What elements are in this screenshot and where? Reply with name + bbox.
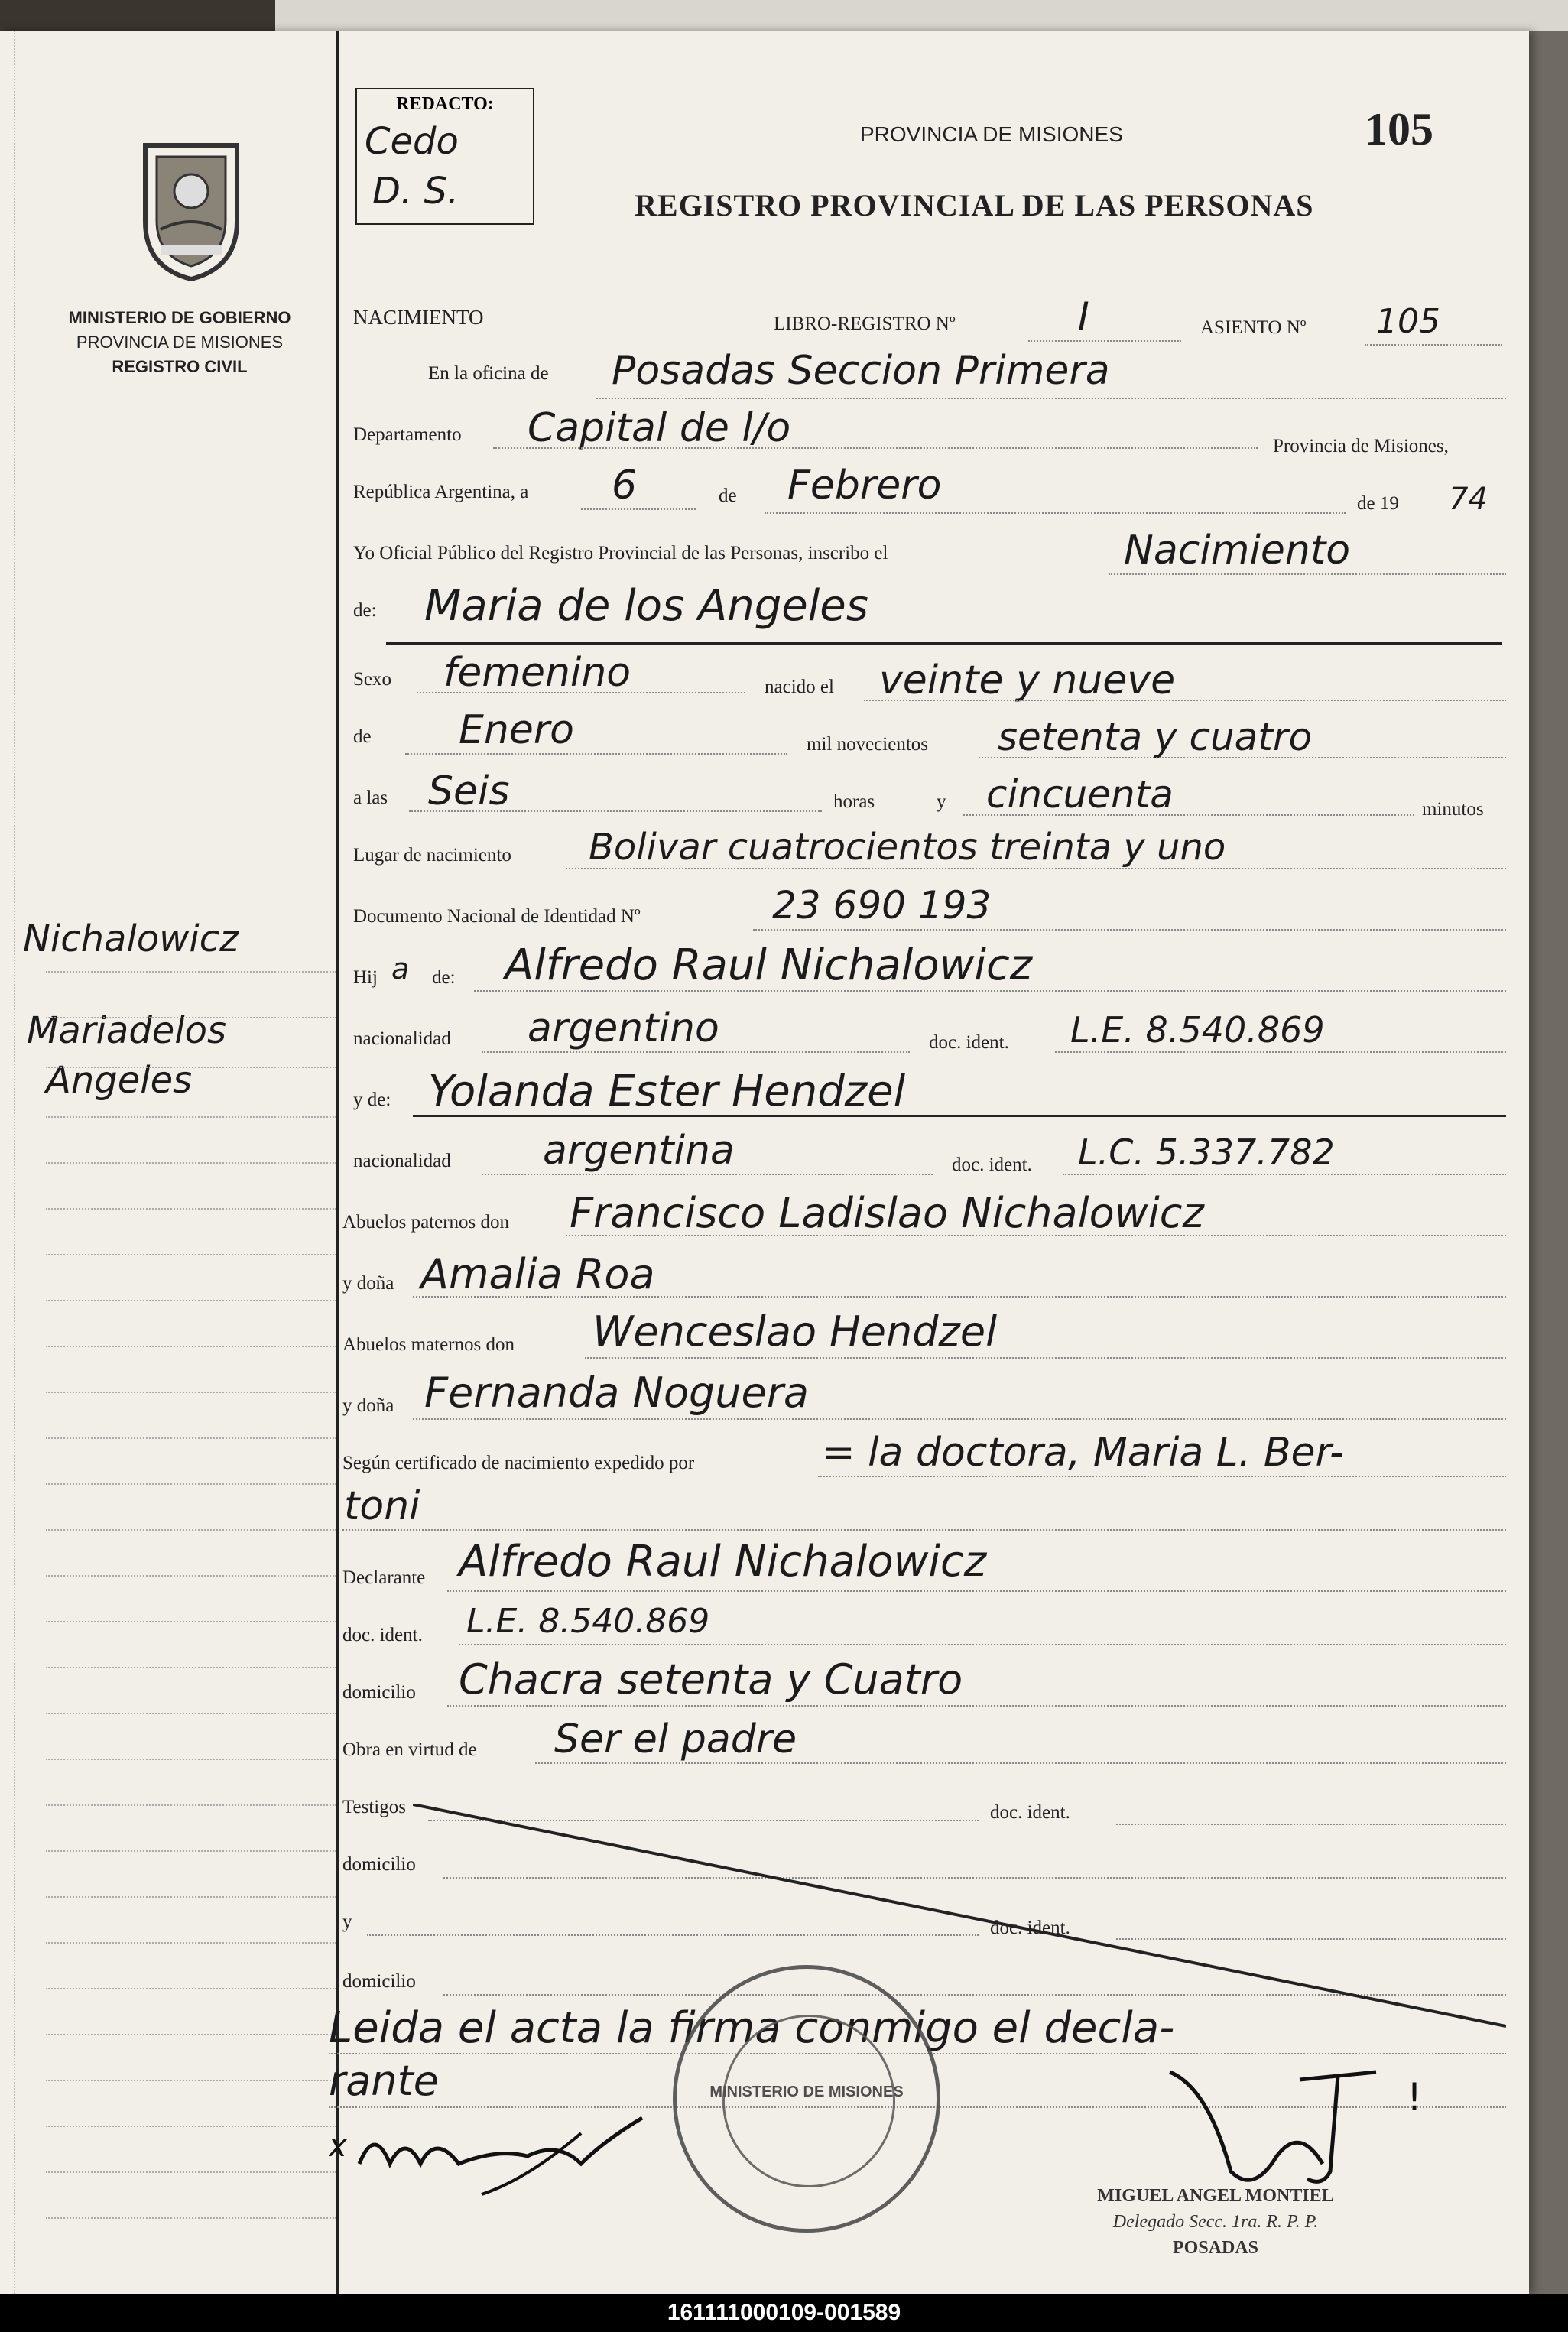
ab-pat-label: Abuelos paternos don — [342, 1212, 510, 1233]
margin-rule — [46, 1850, 336, 1852]
margin-rule — [46, 1759, 336, 1760]
oficina-label: En la oficina de — [428, 363, 549, 384]
segun-rule-2 — [342, 1529, 1506, 1531]
libro-label: LIBRO-REGISTRO Nº — [774, 313, 956, 334]
madre-nac-rule — [482, 1174, 933, 1175]
margin-rule — [46, 1346, 336, 1347]
y2-docident-label: doc. ident. — [990, 1918, 1070, 1938]
padre-nac-rule — [482, 1051, 910, 1053]
declarant-signature-icon — [329, 2110, 650, 2202]
redacto-box — [355, 88, 534, 225]
margin-rule — [46, 2080, 336, 2081]
mes-rule — [765, 512, 1346, 514]
obra-label: Obra en virtud de — [342, 1739, 477, 1760]
segun-label: Según certificado de nacimiento expedido por — [342, 1453, 695, 1473]
ab-mat-ydona-label: y doña — [342, 1395, 394, 1416]
margin-rule — [46, 2034, 336, 2035]
minutos-label: minutos — [1422, 799, 1484, 820]
oficina-value: Posadas Seccion Primera — [612, 348, 1110, 394]
yde-label: y de: — [353, 1090, 391, 1110]
madre-doc-rule — [1063, 1174, 1506, 1175]
yo-label: Yo Oficial Público del Registro Provincial de las Personas, inscribo el — [353, 543, 888, 564]
dia-rule — [581, 508, 696, 510]
nacido-value: veinte y nueve — [879, 658, 1176, 703]
ab-mat-value: Wenceslao Hendzel — [592, 1307, 998, 1356]
margin-rule — [46, 2171, 336, 2173]
ministry-line-3: REGISTRO CIVIL — [112, 357, 248, 376]
ab-mat2-rule — [413, 1418, 1506, 1420]
ab-mat2-value: Fernanda Noguera — [424, 1369, 810, 1417]
min-rule — [963, 814, 1414, 816]
libro-value: I — [1078, 294, 1089, 339]
lugar-label: Lugar de nacimiento — [353, 845, 511, 866]
margin-rule — [46, 1713, 336, 1714]
hija-de-label: de: — [432, 967, 456, 988]
margin-rule — [46, 1162, 336, 1164]
hora-value: Seis — [428, 768, 510, 814]
margin-rule — [46, 1621, 336, 1622]
margin-rule — [46, 1667, 336, 1668]
departamento-rule — [493, 447, 1258, 449]
official-block — [1055, 2183, 1376, 2261]
madre-docident-label: doc. ident. — [952, 1155, 1032, 1175]
padre-docident-label: doc. ident. — [929, 1032, 1009, 1053]
mes-nac-rule — [405, 753, 787, 755]
margin-rule — [46, 1392, 336, 1393]
mes-nac-value: Enero — [459, 707, 574, 753]
redacto-label: REDACTO: — [396, 94, 494, 114]
anio-value: 74 — [1449, 482, 1488, 517]
ab-pat2-rule — [413, 1296, 1506, 1298]
padre-doc-rule — [1055, 1051, 1506, 1053]
segun-rule — [818, 1476, 1506, 1477]
decl-docident-label: doc. ident. — [342, 1625, 423, 1645]
margin-rule — [46, 971, 336, 973]
margin-rule — [46, 1017, 336, 1018]
leida-value-2: rante — [329, 2057, 439, 2105]
registry-heading: REGISTRO PROVINCIAL DE LAS PERSONAS — [635, 188, 1314, 222]
domicilio-value: Chacra setenta y Cuatro — [459, 1655, 963, 1704]
segun-value: = la doctora, Maria L. Ber- — [822, 1430, 1344, 1476]
coat-of-arms-icon — [130, 130, 252, 283]
official-title: Delegado Secc. 1ra. R. P. P. — [1112, 2212, 1319, 2232]
declarante-label: Declarante — [342, 1567, 426, 1588]
asiento-rule — [1365, 344, 1502, 346]
min-value: cincuenta — [986, 772, 1174, 817]
sexo-rule — [417, 692, 745, 693]
madre-rule — [413, 1115, 1506, 1117]
footer-code: 161111000109-001589 — [0, 2294, 1568, 2332]
y-label: y — [937, 791, 946, 812]
dni-rule — [753, 929, 1506, 931]
decl-doc-rule — [459, 1644, 1506, 1645]
de3-label: de — [353, 726, 372, 747]
svg-text:x: x — [329, 2129, 347, 2164]
madre-doc-value: L.C. 5.337.782 — [1078, 1132, 1335, 1173]
nacido-rule — [864, 700, 1506, 701]
hija-label: Hij — [353, 967, 378, 988]
hora-rule — [409, 810, 822, 812]
ministry-heading — [31, 306, 329, 379]
segun-value-2: toni — [344, 1483, 420, 1529]
libro-rule — [1028, 340, 1181, 342]
margin-given-2: Angeles — [46, 1059, 193, 1102]
provincia-label: Provincia de Misiones, — [1273, 436, 1449, 456]
margin-rule — [46, 1529, 336, 1531]
margin-rule — [46, 1437, 336, 1439]
testigos-docident-label: doc. ident. — [990, 1802, 1070, 1823]
margin-rule — [46, 2126, 336, 2127]
crossout-line — [413, 1804, 1506, 2034]
margin-surname: Nichalowicz — [23, 918, 239, 960]
margin-rule — [46, 1942, 336, 1944]
background-strip — [0, 0, 1568, 31]
declarante-value: Alfredo Raul Nichalowicz — [459, 1537, 987, 1587]
nombre-value: Maria de los Angeles — [424, 581, 868, 631]
alas-label: a las — [353, 788, 388, 808]
padre-nac-value: argentino — [528, 1005, 719, 1051]
lugar-value: Bolivar cuatrocientos treinta y uno — [589, 826, 1226, 869]
margin-rule — [46, 1254, 336, 1255]
testigos-domicilio2-label: domicilio — [342, 1971, 416, 1992]
margin-rule — [46, 1804, 336, 1806]
domicilio-label: domicilio — [342, 1682, 416, 1703]
inscribo-rule — [1109, 573, 1506, 575]
departamento-value: Capital de l/o — [528, 405, 791, 451]
margin-rule — [46, 2217, 336, 2219]
ab-pat2-value: Amalia Roa — [420, 1250, 655, 1298]
departamento-label: Departamento — [353, 424, 462, 445]
margin-rule — [46, 1575, 336, 1577]
ab-mat-label: Abuelos maternos don — [342, 1334, 515, 1355]
de2-label: de: — [353, 600, 377, 621]
leida-value: Leida el acta la firma conmigo el decla- — [329, 2003, 1175, 2053]
obra-value: Ser el padre — [554, 1717, 797, 1762]
madre-value: Yolanda Ester Hendzel — [428, 1067, 906, 1116]
margin-rule — [46, 1300, 336, 1301]
domicilio-rule — [447, 1705, 1506, 1707]
margin-rule — [46, 1067, 336, 1068]
binding-edge — [14, 31, 23, 2294]
sexo-label: Sexo — [353, 669, 391, 690]
testigos-label: Testigos — [342, 1797, 406, 1817]
madre-nac-label: nacionalidad — [353, 1151, 451, 1171]
ministry-line-1: MINISTERIO DE GOBIERNO — [68, 308, 291, 327]
de-label: de — [719, 486, 737, 506]
redacto-hand-2: D. S. — [372, 170, 459, 213]
redacto-hand-1: Cedo — [365, 120, 459, 163]
svg-text:!: ! — [1407, 2075, 1423, 2119]
hija-suffix: a — [391, 952, 410, 986]
sexo-value: femenino — [443, 650, 631, 696]
page-number: 105 — [1365, 104, 1433, 154]
testigos-domicilio-label: domicilio — [342, 1854, 416, 1875]
anio-nac-value: setenta y cuatro — [998, 715, 1313, 759]
dni-value: 23 690 193 — [772, 883, 992, 927]
nombre-rule — [386, 642, 1502, 645]
margin-rule — [46, 1988, 336, 1989]
dia-value: 6 — [612, 463, 638, 508]
inscribo-value: Nacimiento — [1124, 528, 1351, 573]
de19-label: de 19 — [1357, 493, 1399, 514]
margin-given-1: Mariadelos — [27, 1009, 227, 1052]
ab-pat-ydona-label: y doña — [342, 1273, 394, 1294]
paper-edge — [275, 0, 1568, 31]
asiento-label: ASIENTO Nº — [1200, 317, 1307, 338]
nacimiento-label: NACIMIENTO — [353, 306, 484, 329]
ministry-line-2: PROVINCIA DE MISIONES — [76, 333, 284, 352]
declarante-rule — [447, 1590, 1506, 1592]
margin-rule — [46, 1896, 336, 1898]
ab-pat-rule — [566, 1235, 1506, 1236]
margin-rule — [46, 1116, 336, 1118]
ab-mat-rule — [585, 1357, 1506, 1359]
anio-nac-rule — [979, 757, 1506, 758]
official-place: POSADAS — [1172, 2238, 1259, 2258]
decl-doc-value: L.E. 8.540.869 — [466, 1602, 710, 1641]
province-heading: PROVINCIA DE MISIONES — [860, 122, 1123, 146]
margin-rule — [46, 1208, 336, 1210]
mes-value: Febrero — [787, 463, 942, 508]
asiento-value: 105 — [1376, 302, 1440, 341]
padre-doc-value: L.E. 8.540.869 — [1070, 1009, 1325, 1051]
padre-nac-label: nacionalidad — [353, 1028, 451, 1049]
milnov-label: mil novecientos — [807, 734, 928, 755]
madre-nac-value: argentina — [543, 1128, 735, 1174]
y2-label: y — [342, 1911, 352, 1932]
padre-rule — [474, 990, 1506, 992]
stamp-text: MINISTERIO DE MISIONES — [709, 2084, 904, 2100]
padre-value: Alfredo Raul Nichalowicz — [505, 940, 1033, 990]
official-name: MIGUEL ANGEL MONTIEL — [1097, 2186, 1334, 2206]
dni-label: Documento Nacional de Identidad Nº — [353, 906, 641, 927]
republica-label: República Argentina, a — [353, 482, 529, 502]
official-stamp-icon — [673, 1965, 940, 2233]
lugar-rule — [566, 868, 1506, 869]
nacido-label: nacido el — [765, 677, 834, 697]
obra-rule — [535, 1762, 1506, 1764]
oficina-rule — [596, 398, 1506, 399]
margin-rule — [46, 1483, 336, 1485]
ab-pat-value: Francisco Ladislao Nichalowicz — [570, 1189, 1204, 1237]
horas-label: horas — [833, 791, 875, 812]
stamp-inner-ring — [722, 2015, 895, 2187]
